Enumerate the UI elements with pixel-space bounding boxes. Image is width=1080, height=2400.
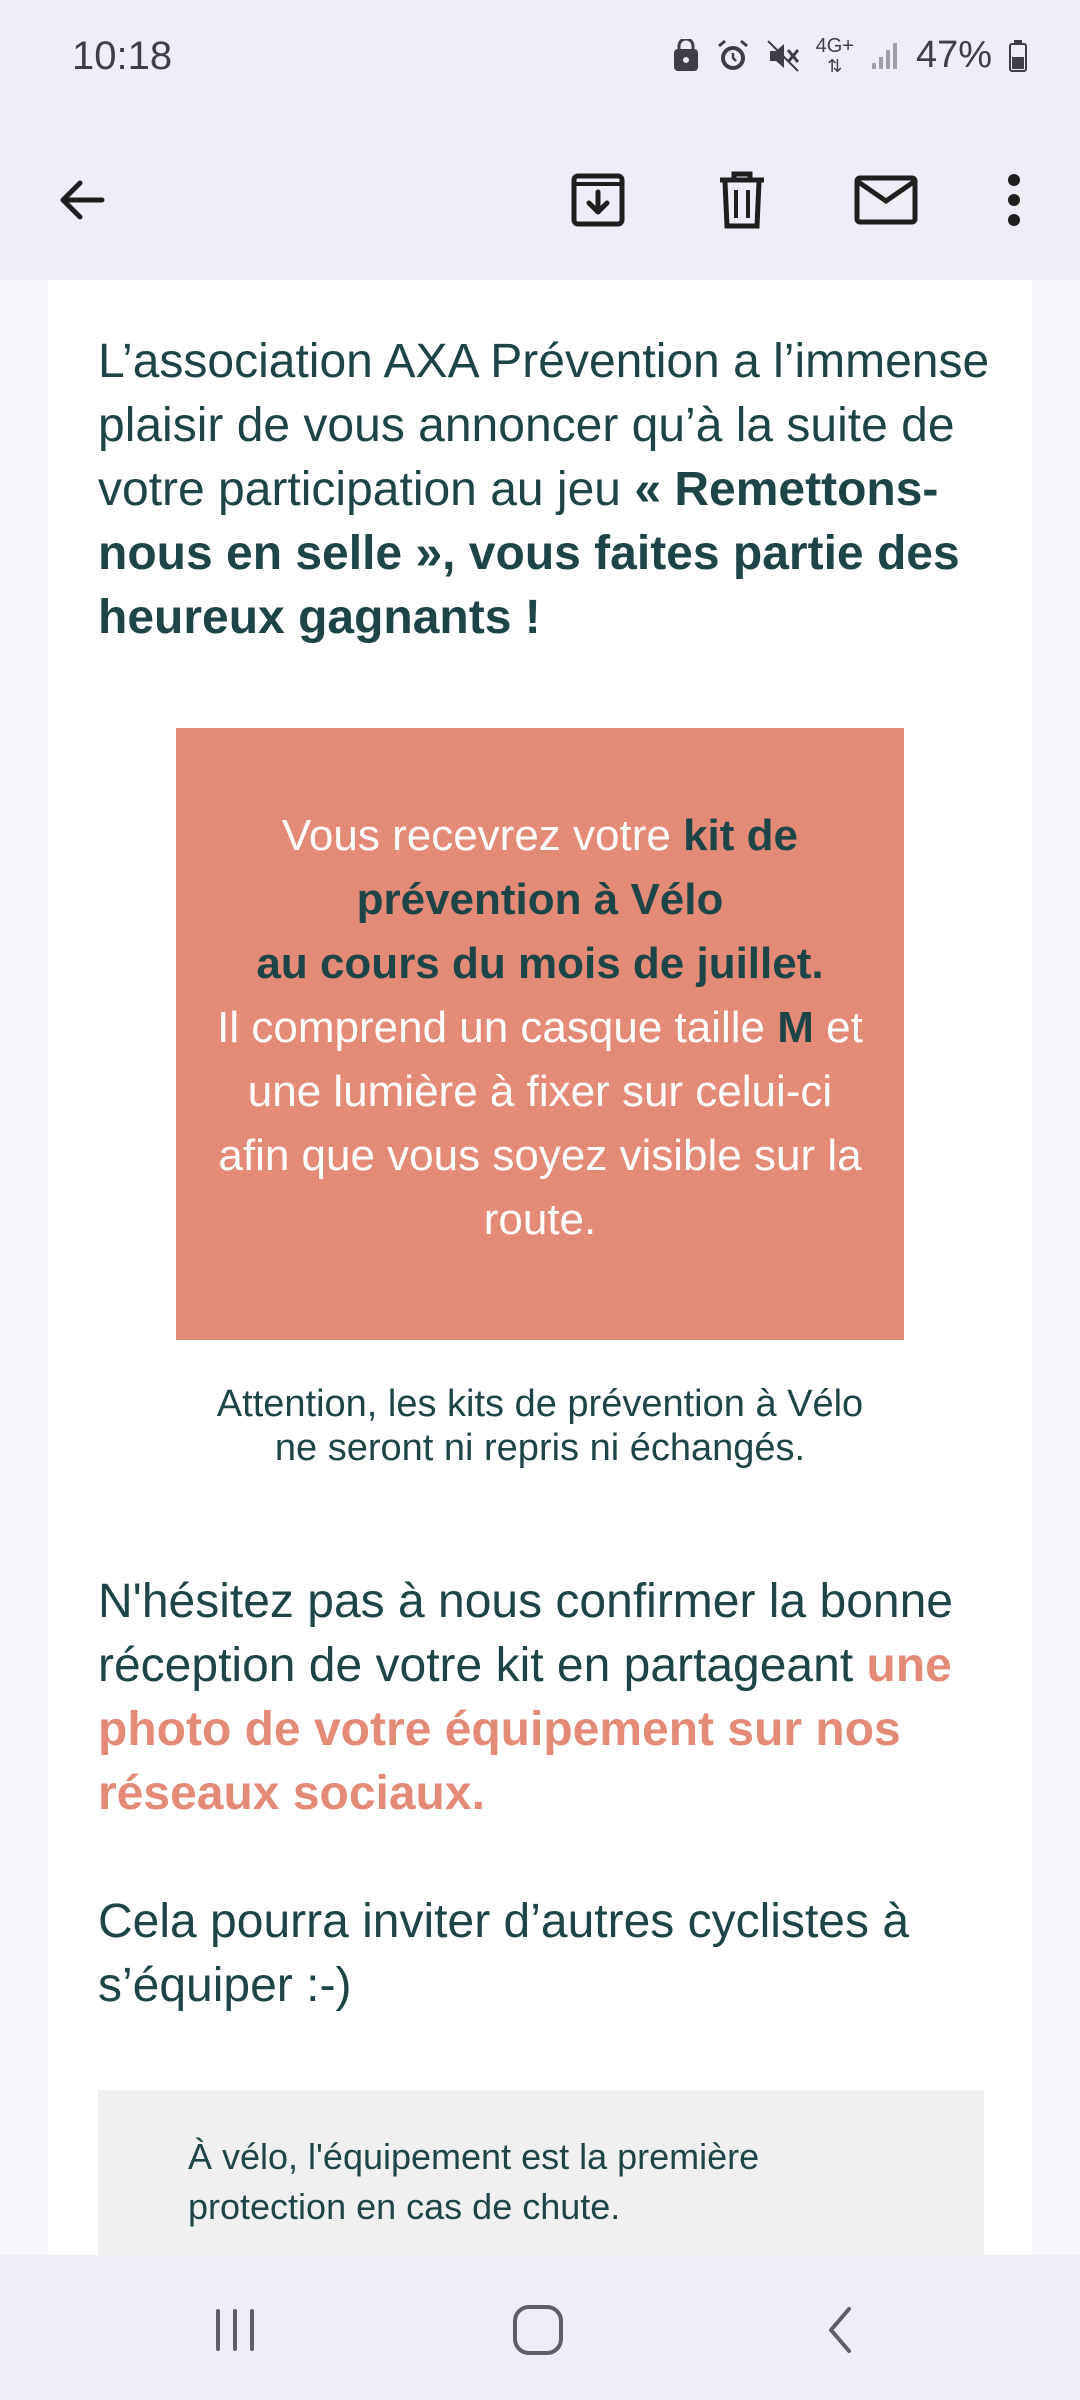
vibrate-off-icon	[766, 39, 800, 73]
status-time: 10:18	[72, 34, 173, 78]
delete-button[interactable]	[692, 150, 792, 250]
trash-icon	[714, 170, 770, 230]
confirm-paragraph	[98, 1570, 1018, 1826]
social-share-link[interactable]: une photo de votre équipement sur nos réseaux sociaux.	[98, 1639, 952, 1820]
email-toolbar	[0, 120, 1080, 280]
arrow-back-icon	[54, 172, 110, 228]
signal-icon	[870, 41, 900, 71]
email-content-scroll[interactable]	[0, 280, 1080, 2255]
battery-percent: 47%	[915, 34, 992, 76]
email-body	[48, 280, 1032, 2255]
prize-text-1: Vous recevrez votre	[282, 811, 684, 860]
status-bar	[0, 0, 1080, 120]
back-button[interactable]	[32, 150, 132, 250]
notice-line-2: ne seront ni repris ni échangés.	[274, 1427, 806, 1469]
recents-button[interactable]	[175, 2280, 295, 2380]
intro-paragraph	[98, 330, 998, 650]
home-icon	[511, 2303, 565, 2357]
network-label: 4G+	[815, 34, 854, 57]
mail-icon	[854, 175, 918, 225]
system-nav-bar	[0, 2255, 1080, 2400]
recents-icon	[210, 2307, 260, 2353]
no-exchange-notice	[128, 1382, 952, 1470]
prize-text	[216, 804, 864, 1252]
prize-kit-name: kit de prévention à Vélo	[356, 811, 798, 924]
archive-icon	[568, 170, 628, 230]
prize-delivery-date: au cours du mois de juillet.	[256, 939, 824, 988]
helmet-size: M	[777, 1003, 814, 1052]
battery-icon	[1008, 39, 1028, 73]
home-button[interactable]	[478, 2280, 598, 2380]
network-type	[816, 36, 854, 76]
mark-unread-button[interactable]	[836, 150, 936, 250]
prize-text-2: Il comprend un casque taille	[217, 1003, 778, 1052]
intro-text: L’association AXA Prévention a l’immense plaisir de vous annoncer qu’à la suite de votre participation au jeu	[98, 335, 990, 516]
more-vert-icon	[1004, 172, 1024, 228]
notice-line-1: Attention, les kits de prévention à Vélo	[216, 1383, 864, 1425]
invite-paragraph	[98, 1890, 1018, 2018]
nav-back-button[interactable]	[780, 2280, 900, 2380]
prize-text-3: et une lumière à fixer sur celui-ci afin que vous soyez visible sur la route.	[218, 1003, 863, 1244]
data-arrows-icon: ⇅	[827, 55, 843, 76]
safety-tip-text: À vélo, l'équipement est la première protection en cas de chute.	[188, 2136, 760, 2227]
alarm-icon	[716, 39, 750, 73]
status-icons	[672, 34, 1028, 77]
nav-back-icon	[823, 2305, 857, 2355]
invite-text: Cela pourra inviter d’autres cyclistes à s’équiper :-)	[98, 1895, 910, 2012]
more-options-button[interactable]	[964, 150, 1064, 250]
intro-highlight: « Remettons-nous en selle », vous faites partie des heureux gagnants !	[98, 463, 960, 644]
archive-button[interactable]	[548, 150, 648, 250]
lock-app-icon	[672, 39, 700, 73]
confirm-text: N'hésitez pas à nous confirmer la bonne réception de votre kit en partageant	[98, 1575, 953, 1692]
prize-announcement-box	[176, 728, 904, 1340]
safety-tip-box	[98, 2090, 984, 2255]
